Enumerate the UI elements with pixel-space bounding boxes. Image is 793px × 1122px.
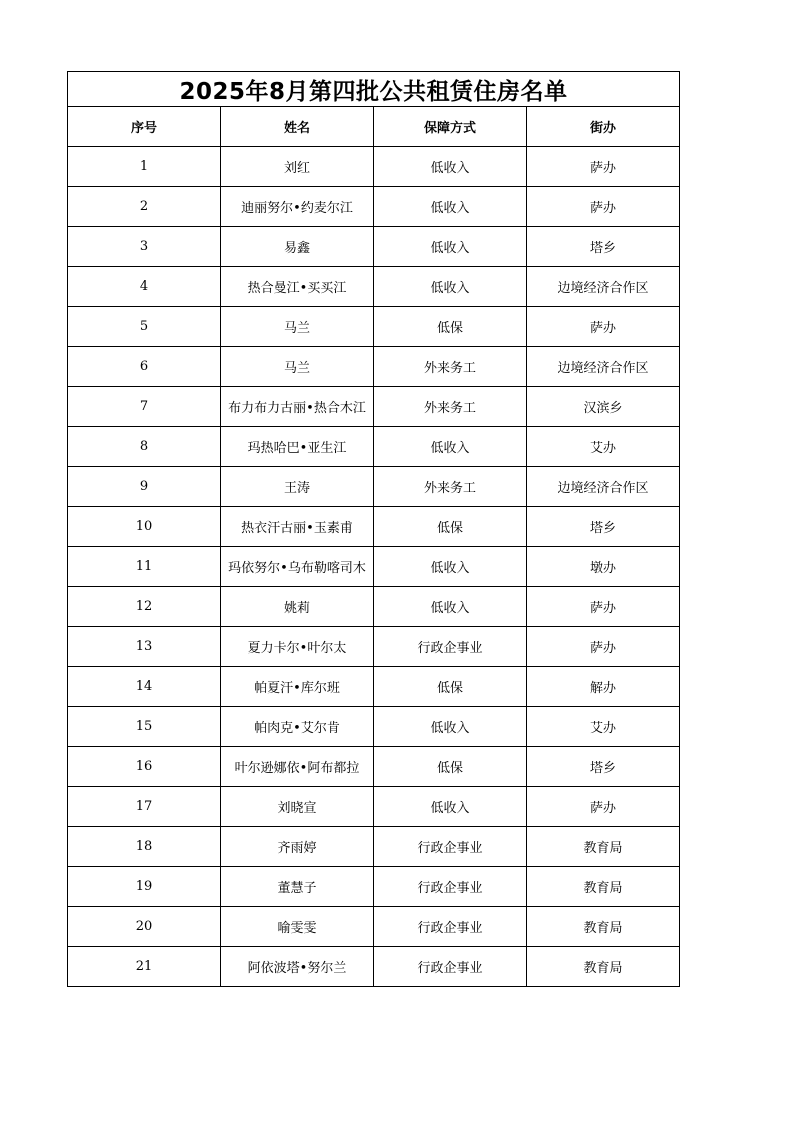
- table-row: [68, 387, 680, 427]
- cell-support-type: 外来务工: [374, 467, 527, 507]
- cell-support-type: 行政企事业: [374, 627, 527, 667]
- table-row: [68, 787, 680, 827]
- cell-serial: 20: [68, 907, 221, 947]
- cell-support-type: 低保: [374, 747, 527, 787]
- cell-office: 汉滨乡: [527, 387, 680, 427]
- cell-serial: 8: [68, 427, 221, 467]
- cell-name: 阿依波塔•努尔兰: [221, 947, 374, 987]
- table-row: [68, 867, 680, 907]
- table-row: [68, 587, 680, 627]
- cell-serial: 6: [68, 347, 221, 387]
- cell-name: 马兰: [221, 307, 374, 347]
- table-row: [68, 187, 680, 227]
- cell-serial: 13: [68, 627, 221, 667]
- cell-support-type: 低保: [374, 507, 527, 547]
- cell-support-type: 低保: [374, 307, 527, 347]
- cell-office: 塔乡: [527, 507, 680, 547]
- table-row: [68, 507, 680, 547]
- column-header-office: 街办: [527, 107, 680, 147]
- cell-serial: 19: [68, 867, 221, 907]
- table-row: [68, 267, 680, 307]
- cell-support-type: 低收入: [374, 267, 527, 307]
- cell-serial: 3: [68, 227, 221, 267]
- table-row: [68, 667, 680, 707]
- roster-sheet: [67, 71, 679, 987]
- cell-name: 迪丽努尔•约麦尔江: [221, 187, 374, 227]
- title-row: [68, 72, 680, 107]
- table-row: [68, 467, 680, 507]
- cell-name: 刘红: [221, 147, 374, 187]
- cell-office: 萨办: [527, 307, 680, 347]
- cell-name: 姚莉: [221, 587, 374, 627]
- cell-serial: 17: [68, 787, 221, 827]
- cell-name: 齐雨婷: [221, 827, 374, 867]
- cell-office: 解办: [527, 667, 680, 707]
- cell-office: 塔乡: [527, 227, 680, 267]
- cell-serial: 7: [68, 387, 221, 427]
- cell-name: 喻雯雯: [221, 907, 374, 947]
- cell-support-type: 外来务工: [374, 347, 527, 387]
- cell-office: 教育局: [527, 907, 680, 947]
- table-row: [68, 427, 680, 467]
- cell-name: 易鑫: [221, 227, 374, 267]
- cell-support-type: 低收入: [374, 547, 527, 587]
- cell-office: 萨办: [527, 187, 680, 227]
- cell-office: 教育局: [527, 827, 680, 867]
- table-row: [68, 627, 680, 667]
- housing-roster-table: [67, 71, 680, 987]
- cell-office: 萨办: [527, 147, 680, 187]
- cell-office: 教育局: [527, 867, 680, 907]
- cell-serial: 21: [68, 947, 221, 987]
- cell-office: 艾办: [527, 427, 680, 467]
- cell-office: 萨办: [527, 787, 680, 827]
- cell-name: 叶尔逊娜依•阿布都拉: [221, 747, 374, 787]
- cell-serial: 11: [68, 547, 221, 587]
- table-row: [68, 147, 680, 187]
- cell-office: 教育局: [527, 947, 680, 987]
- cell-name: 玛依努尔•乌布勒喀司木: [221, 547, 374, 587]
- cell-serial: 2: [68, 187, 221, 227]
- cell-support-type: 行政企事业: [374, 827, 527, 867]
- cell-name: 玛热哈巴•亚生江: [221, 427, 374, 467]
- cell-name: 董慧子: [221, 867, 374, 907]
- cell-support-type: 行政企事业: [374, 947, 527, 987]
- cell-serial: 9: [68, 467, 221, 507]
- cell-name: 热衣汗古丽•玉素甫: [221, 507, 374, 547]
- header-row: [68, 107, 680, 147]
- table-row: [68, 907, 680, 947]
- column-header-serial: 序号: [68, 107, 221, 147]
- cell-support-type: 低收入: [374, 227, 527, 267]
- table-row: [68, 707, 680, 747]
- cell-support-type: 低收入: [374, 587, 527, 627]
- cell-serial: 10: [68, 507, 221, 547]
- cell-name: 布力布力古丽•热合木江: [221, 387, 374, 427]
- table-row: [68, 827, 680, 867]
- cell-serial: 18: [68, 827, 221, 867]
- table-row: [68, 347, 680, 387]
- column-header-name: 姓名: [221, 107, 374, 147]
- cell-serial: 1: [68, 147, 221, 187]
- table-body: [68, 147, 680, 987]
- cell-support-type: 外来务工: [374, 387, 527, 427]
- cell-support-type: 低收入: [374, 187, 527, 227]
- cell-support-type: 低收入: [374, 147, 527, 187]
- cell-office: 塔乡: [527, 747, 680, 787]
- cell-office: 萨办: [527, 587, 680, 627]
- cell-support-type: 低收入: [374, 427, 527, 467]
- cell-serial: 14: [68, 667, 221, 707]
- cell-serial: 12: [68, 587, 221, 627]
- cell-serial: 4: [68, 267, 221, 307]
- cell-support-type: 低保: [374, 667, 527, 707]
- cell-name: 帕肉克•艾尔肯: [221, 707, 374, 747]
- cell-office: 墩办: [527, 547, 680, 587]
- cell-support-type: 行政企事业: [374, 867, 527, 907]
- cell-office: 艾办: [527, 707, 680, 747]
- table-row: [68, 747, 680, 787]
- cell-support-type: 行政企事业: [374, 907, 527, 947]
- cell-office: 边境经济合作区: [527, 347, 680, 387]
- cell-office: 萨办: [527, 627, 680, 667]
- cell-name: 马兰: [221, 347, 374, 387]
- cell-support-type: 低收入: [374, 787, 527, 827]
- cell-name: 夏力卡尔•叶尔太: [221, 627, 374, 667]
- page-title: 2025年8月第四批公共租赁住房名单: [68, 72, 680, 107]
- column-header-support-type: 保障方式: [374, 107, 527, 147]
- cell-serial: 5: [68, 307, 221, 347]
- cell-office: 边境经济合作区: [527, 267, 680, 307]
- cell-serial: 15: [68, 707, 221, 747]
- cell-name: 王涛: [221, 467, 374, 507]
- cell-office: 边境经济合作区: [527, 467, 680, 507]
- table-row: [68, 307, 680, 347]
- table-row: [68, 227, 680, 267]
- cell-support-type: 低收入: [374, 707, 527, 747]
- table-row: [68, 547, 680, 587]
- cell-serial: 16: [68, 747, 221, 787]
- cell-name: 刘晓宣: [221, 787, 374, 827]
- cell-name: 帕夏汗•库尔班: [221, 667, 374, 707]
- cell-name: 热合曼江•买买江: [221, 267, 374, 307]
- table-row: [68, 947, 680, 987]
